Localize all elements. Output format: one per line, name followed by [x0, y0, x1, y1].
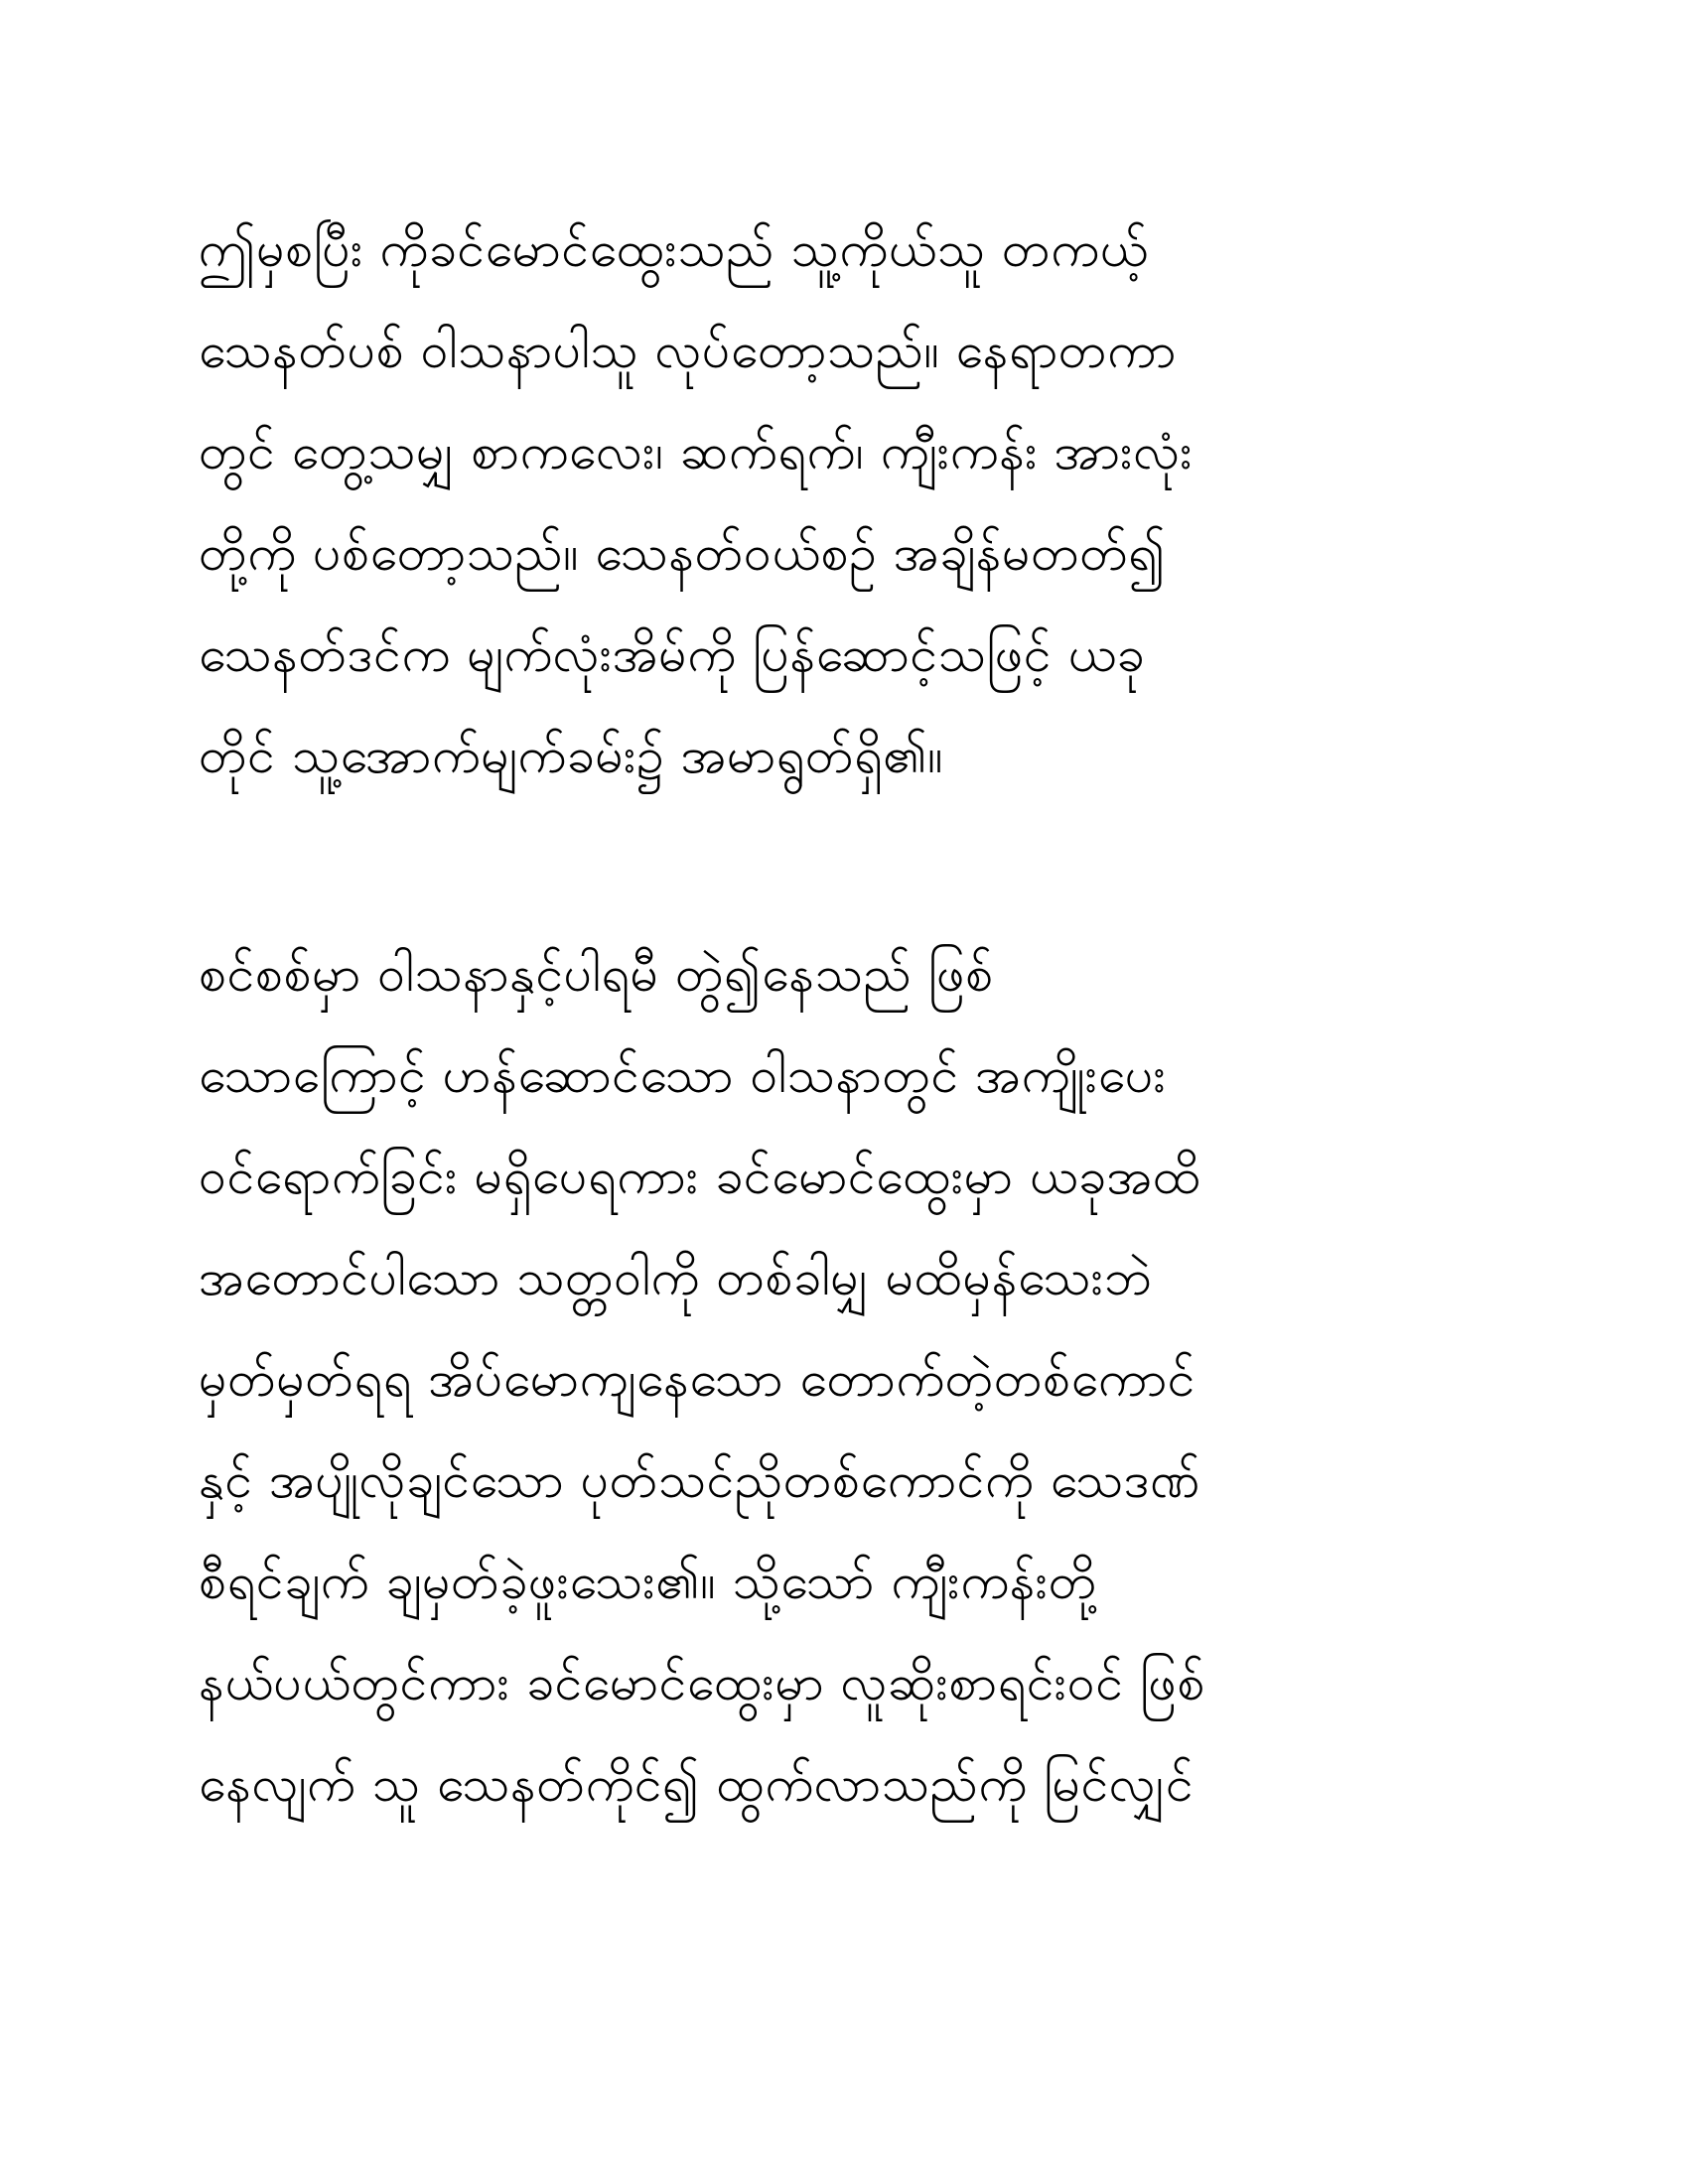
paragraph-line: စီရင်ချက် ချမှတ်ခဲ့ဖူးသေး၏။ သို့သော် ကျီးကန်းတို့: [199, 1553, 1097, 1610]
paragraph-line: အတောင်ပါသော သတ္တဝါကို တစ်ခါမျှ မထိမှန်သေးဘဲ: [199, 1249, 1153, 1306]
paragraph-line: တို့ကို ပစ်တော့သည်။ သေနတ်ဝယ်စဉ် အချိန်မတတ်၍: [199, 524, 1167, 582]
paragraph-line: တိုင် သူ့အောက်မျက်ခမ်း၌ အမာရွတ်ရှိ၏။: [199, 727, 943, 784]
paragraph-2: [199, 923, 1489, 1835]
paragraph-1: [199, 199, 1489, 806]
paragraph-line: နယ်ပယ်တွင်ကား ခင်မောင်ထွေးမှာ လူဆိုးစာရင်းဝင် ဖြစ်: [199, 1654, 1206, 1711]
paragraph-line: စင်စစ်မှာ ဝါသနာနှင့်ပါရမီ တွဲ၍နေသည် ဖြစ်: [199, 945, 994, 1003]
paragraph-line: ဤမှစပြီး ကိုခင်မောင်ထွေးသည် သူ့ကိုယ်သူ တကယ့်: [199, 220, 1149, 278]
paragraph-line: နှင့် အပျိုလိုချင်သော ပုတ်သင်ညိုတစ်ကောင်ကို သေဒဏ်: [199, 1451, 1201, 1509]
paragraph-line: နေလျက် သူ သေနတ်ကိုင်၍ ထွက်လာသည်ကို မြင်လျှင်: [199, 1755, 1195, 1813]
paragraph-line: မှတ်မှတ်ရရ အိပ်မောကျနေသော တောက်တဲ့တစ်ကောင်: [199, 1350, 1196, 1408]
paragraph-line: သောကြောင့် ဟန်ဆောင်သော ဝါသနာတွင် အကျိုးပေး: [199, 1046, 1167, 1104]
paragraph-line: သေနတ်ပစ် ဝါသနာပါသူ လုပ်တော့သည်။ နေရာတကာ: [199, 322, 1177, 379]
paragraph-line: ဝင်ရောက်ခြင်း မရှိပေရကား ခင်မောင်ထွေးမှာ ယခုအထိ: [199, 1148, 1201, 1205]
paragraph-line: သေနတ်ဒင်က မျက်လုံးအိမ်ကို ပြန်ဆောင့်သဖြင့် ယခု: [199, 625, 1146, 683]
paragraph-line: တွင် တွေ့သမျှ စာကလေး၊ ဆက်ရက်၊ ကျီးကန်း အားလုံး: [199, 423, 1194, 480]
